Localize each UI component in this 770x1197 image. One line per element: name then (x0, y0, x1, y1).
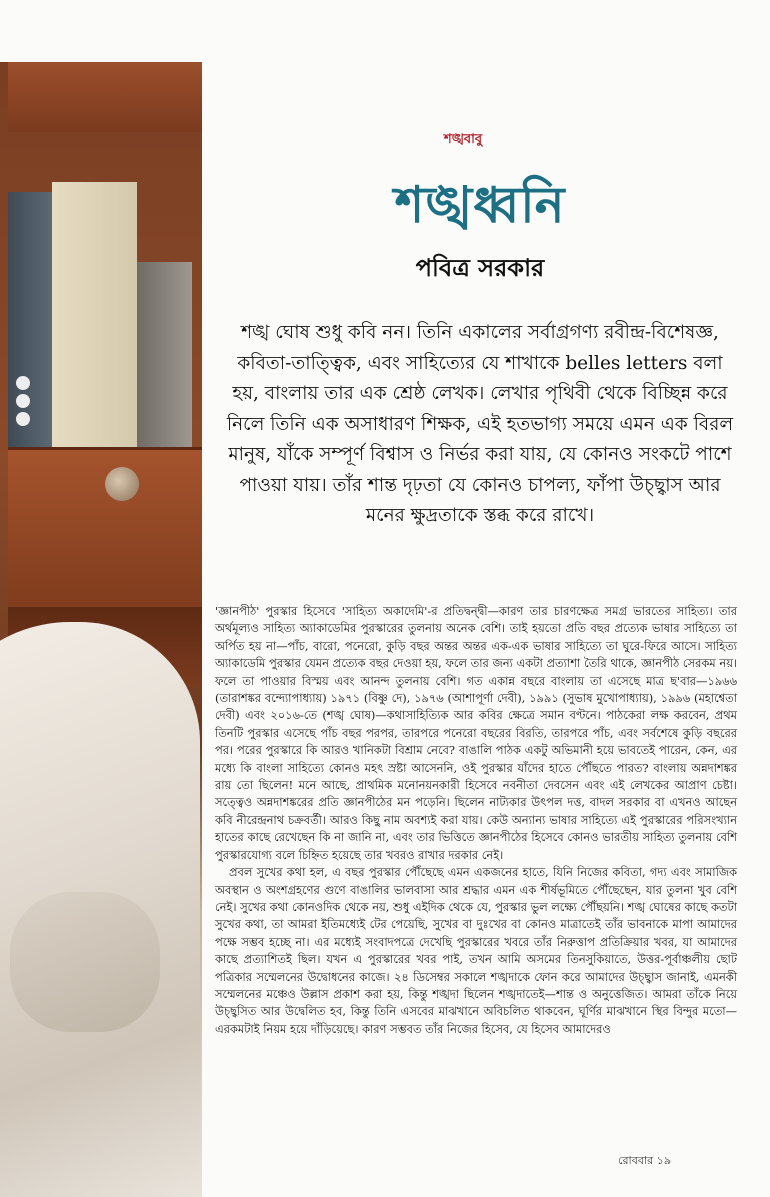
body-paragraph: প্রবল সুখের কথা হল, এ বছর পুরস্কার পৌঁছেছে এমন একজনের হাতে, যিনি নিজের কবিতা, গদ্য এবং সামাজিক অবস্থান ও অংশগ্রহণের গুণে বাঙালির ভালবাসা আর শ্রদ্ধার এমন এক শীর্ষভূমিতে পৌঁছেছেন, যার তুলনা খুব বেশি নেই। সুখের কথা কোনওদিক থেকে নয়, শুধু এইদিক থেকে যে, পুরস্কার ভুল লক্ষ্যে পৌঁছয়নি। শঙ্খ ঘোষের কাছে কতটা সুখের কথা, তা আমরা ইতিমধ্যেই টের পেয়েছি, সুখের বা দুঃখের বা কোনও মাত্রাতেই তাঁর ভাবনাকে মাপা আমাদের পক্ষে সম্ভব হচ্ছে না। এর মধ্যেই সংবাদপত্রে দেখেছি পুরস্কারের খবরে তাঁর নিরুত্তাপ প্রতিক্রিয়ার খবর, যা আমাদের কাছে প্রত্যাশিতই ছিল। যখন এ পুরস্কারের খবর পাই, তখন আমি অসমের তিনসুকিয়াতে, উত্তর-পূর্বাঞ্চলীয় ছোট পত্রিকার সম্মেলনের উদ্বোধনের কাজে। ২৪ ডিসেম্বর সকালে শঙ্খদাকে ফোন করে আমাদের উচ্ছ্বাস জানাই, এমনকী সম্মেলনের মঞ্চেও উল্লাস প্রকাশ করা হয়, কিন্তু শঙ্খদা ছিলেন শঙ্খদাতেই—শান্ত ও অনুত্তেজিত। আমরা তাঁকে নিয়ে উচ্ছ্বসিত আর উদ্বেলিত হব, কিন্তু তিনি এসবের মাঝখানে অবিচলিত থাকবেন, ঘূর্ণির মাঝখানে স্থির বিন্দুর মতো—এরকমটাই নিয়ম হয়ে দাঁড়িয়েছে। কারণ সম্ভবত তাঁর নিজের হিসেব, যে হিসেব আমাদেরও (215, 865, 737, 1036)
article-author: পবিত্র সরকার (415, 253, 545, 282)
body-paragraph: 'জ্ঞানপীঠ' পুরস্কার হিসেবে 'সাহিত্য অকাদেমি'-র প্রতিদ্বন্দ্বী—কারণ তার চারণক্ষেত্র সমগ্র ভারতের সাহিত্য। তার অর্থমূল্যও সাহিত্য অ্যাকাডেমির পুরস্কারের তুলনায় অনেক বেশি। তাই হয়তো প্রতি বছর প্রত্যেক ভাষার সাহিত্যে তা অর্পিত হয় না—পাঁচ, বারো, পনেরো, কুড়ি বছর অন্তর অন্তর এক-এক ভাষার সাহিত্যে তা ঘুরে-ফিরে আসে। সাহিত্য অ্যাকাডেমি পুরস্কার যেমন প্রত্যেক বছর দেওয়া হয়, ফলে তার জন্য একটা প্রত্যাশা তৈরি থাকে, জ্ঞানপীঠ সেরকম নয়। ফলে তা পাওয়ার বিস্ময় এবং আনন্দ তুলনায় বেশি। গত একান্ন বছরে বাংলায় তা এসেছে মাত্র ছ'বার—১৯৬৬ (তারাশঙ্কর বন্দ্যোপাধ্যায়) ১৯৭১ (বিষ্ণু দে), ১৯৭৬ (আশাপূর্ণা দেবী), ১৯৯১ (সুভাষ মুখোপাধ্যায়), ১৯৯৬ (মহাশ্বেতা দেবী) এবং ২০১৬-তে (শঙ্খ ঘোষ)—কথাসাহিত্যিক আর কবির ক্ষেত্রে সমান বণ্টনে। পাঠকেরা লক্ষ করবেন, প্রথম তিনটি পুরস্কার এসেছে পাঁচ বছর পরপর, তারপরে পনেরো বছরের বিরতি, তারপরে পাঁচ, এবং সর্বশেষে কুড়ি বছরের পর। পরের পুরস্কারে কি আরও খানিকটা বিশ্রাম নেবে? বাঙালি পাঠক একটু অভিমানী হয়ে ভাবতেই পারেন, কেন, এর মধ্যে কি বাংলা সাহিত্যে কোনও মহৎ স্রষ্টা আসেননি, ওই পুরস্কার যাঁদের হাতে পৌঁছতে পারত? বাংলায় অন্নদাশঙ্কর রায় তো ছিলেন! মনে আছে, প্রাথমিক মনোনয়নকারী হিসেবে নবনীতা দেবসেন এবং এই লেখকের আপ্রাণ চেষ্টা। সত্ত্বেও অন্নদাশঙ্করের প্রতি জ্ঞানপীঠের মন পড়েনি। ছিলেন নাট্যকার উৎপল দত্ত, বাদল সরকার বা এখনও আছেন কবি নীরেন্দ্রনাথ চক্রবর্তী। আরও কিছু নাম অবশ্যই করা যায়। কেউ অন্যান্য ভাষার সাহিত্যে এই পুরস্কারের পরিসংখ্যান হাতের কাছে রেখেছেন কি না জানি না, এবং তার ভিত্তিতে জ্ঞানপীঠের হিসেবে কোনও ভারতীয় সাহিত্য তুলনায় বেশি পুরস্কারযোগ্য বলে চিহ্নিত হয়েছে তার খবরও রাখার দরকার নেই। (215, 604, 737, 862)
person-hand (10, 892, 160, 1032)
article-title: শঙ্খধ্বনি (394, 175, 566, 234)
drawer-knob (105, 467, 139, 501)
lead-paragraph: শঙ্খ ঘোষ শুধু কবি নন। তিনি একালের সর্বাগ্রগণ্য রবীন্দ্র-বিশেষজ্ঞ, কবিতা-তাত্ত্বিক, এবং সাহিত্যের যে শাখাকে belles letters বলা হয়, বাংলায় তার এক শ্রেষ্ঠ লেখক। লেখার পৃথিবী থেকে বিচ্ছিন্ন করে নিলে তিনি এক অসাধারণ শিক্ষক, এই হতভাগ্য সময়ে এমন এক বিরল মানুষ, যাঁকে সম্পূর্ণ বিশ্বাস ও নির্ভর করা যায়, যে কোনও সংকটে পাশে পাওয়া যায়। তাঁর শান্ত দৃঢ়তা যে কোনও চাপল্য, ফাঁপা উচ্ছ্বাস আর মনের ক্ষুদ্রতাকে স্তব্ধ করে রাখে। (226, 322, 734, 526)
cover-photo (0, 62, 202, 1197)
page-footer: রোববার ১৯ (618, 1154, 671, 1167)
drawer (8, 447, 202, 610)
article-body (215, 603, 737, 1038)
decorative-dots (10, 372, 50, 430)
shelf-top (8, 62, 202, 132)
section-label: শঙ্খবাবু (444, 132, 483, 147)
